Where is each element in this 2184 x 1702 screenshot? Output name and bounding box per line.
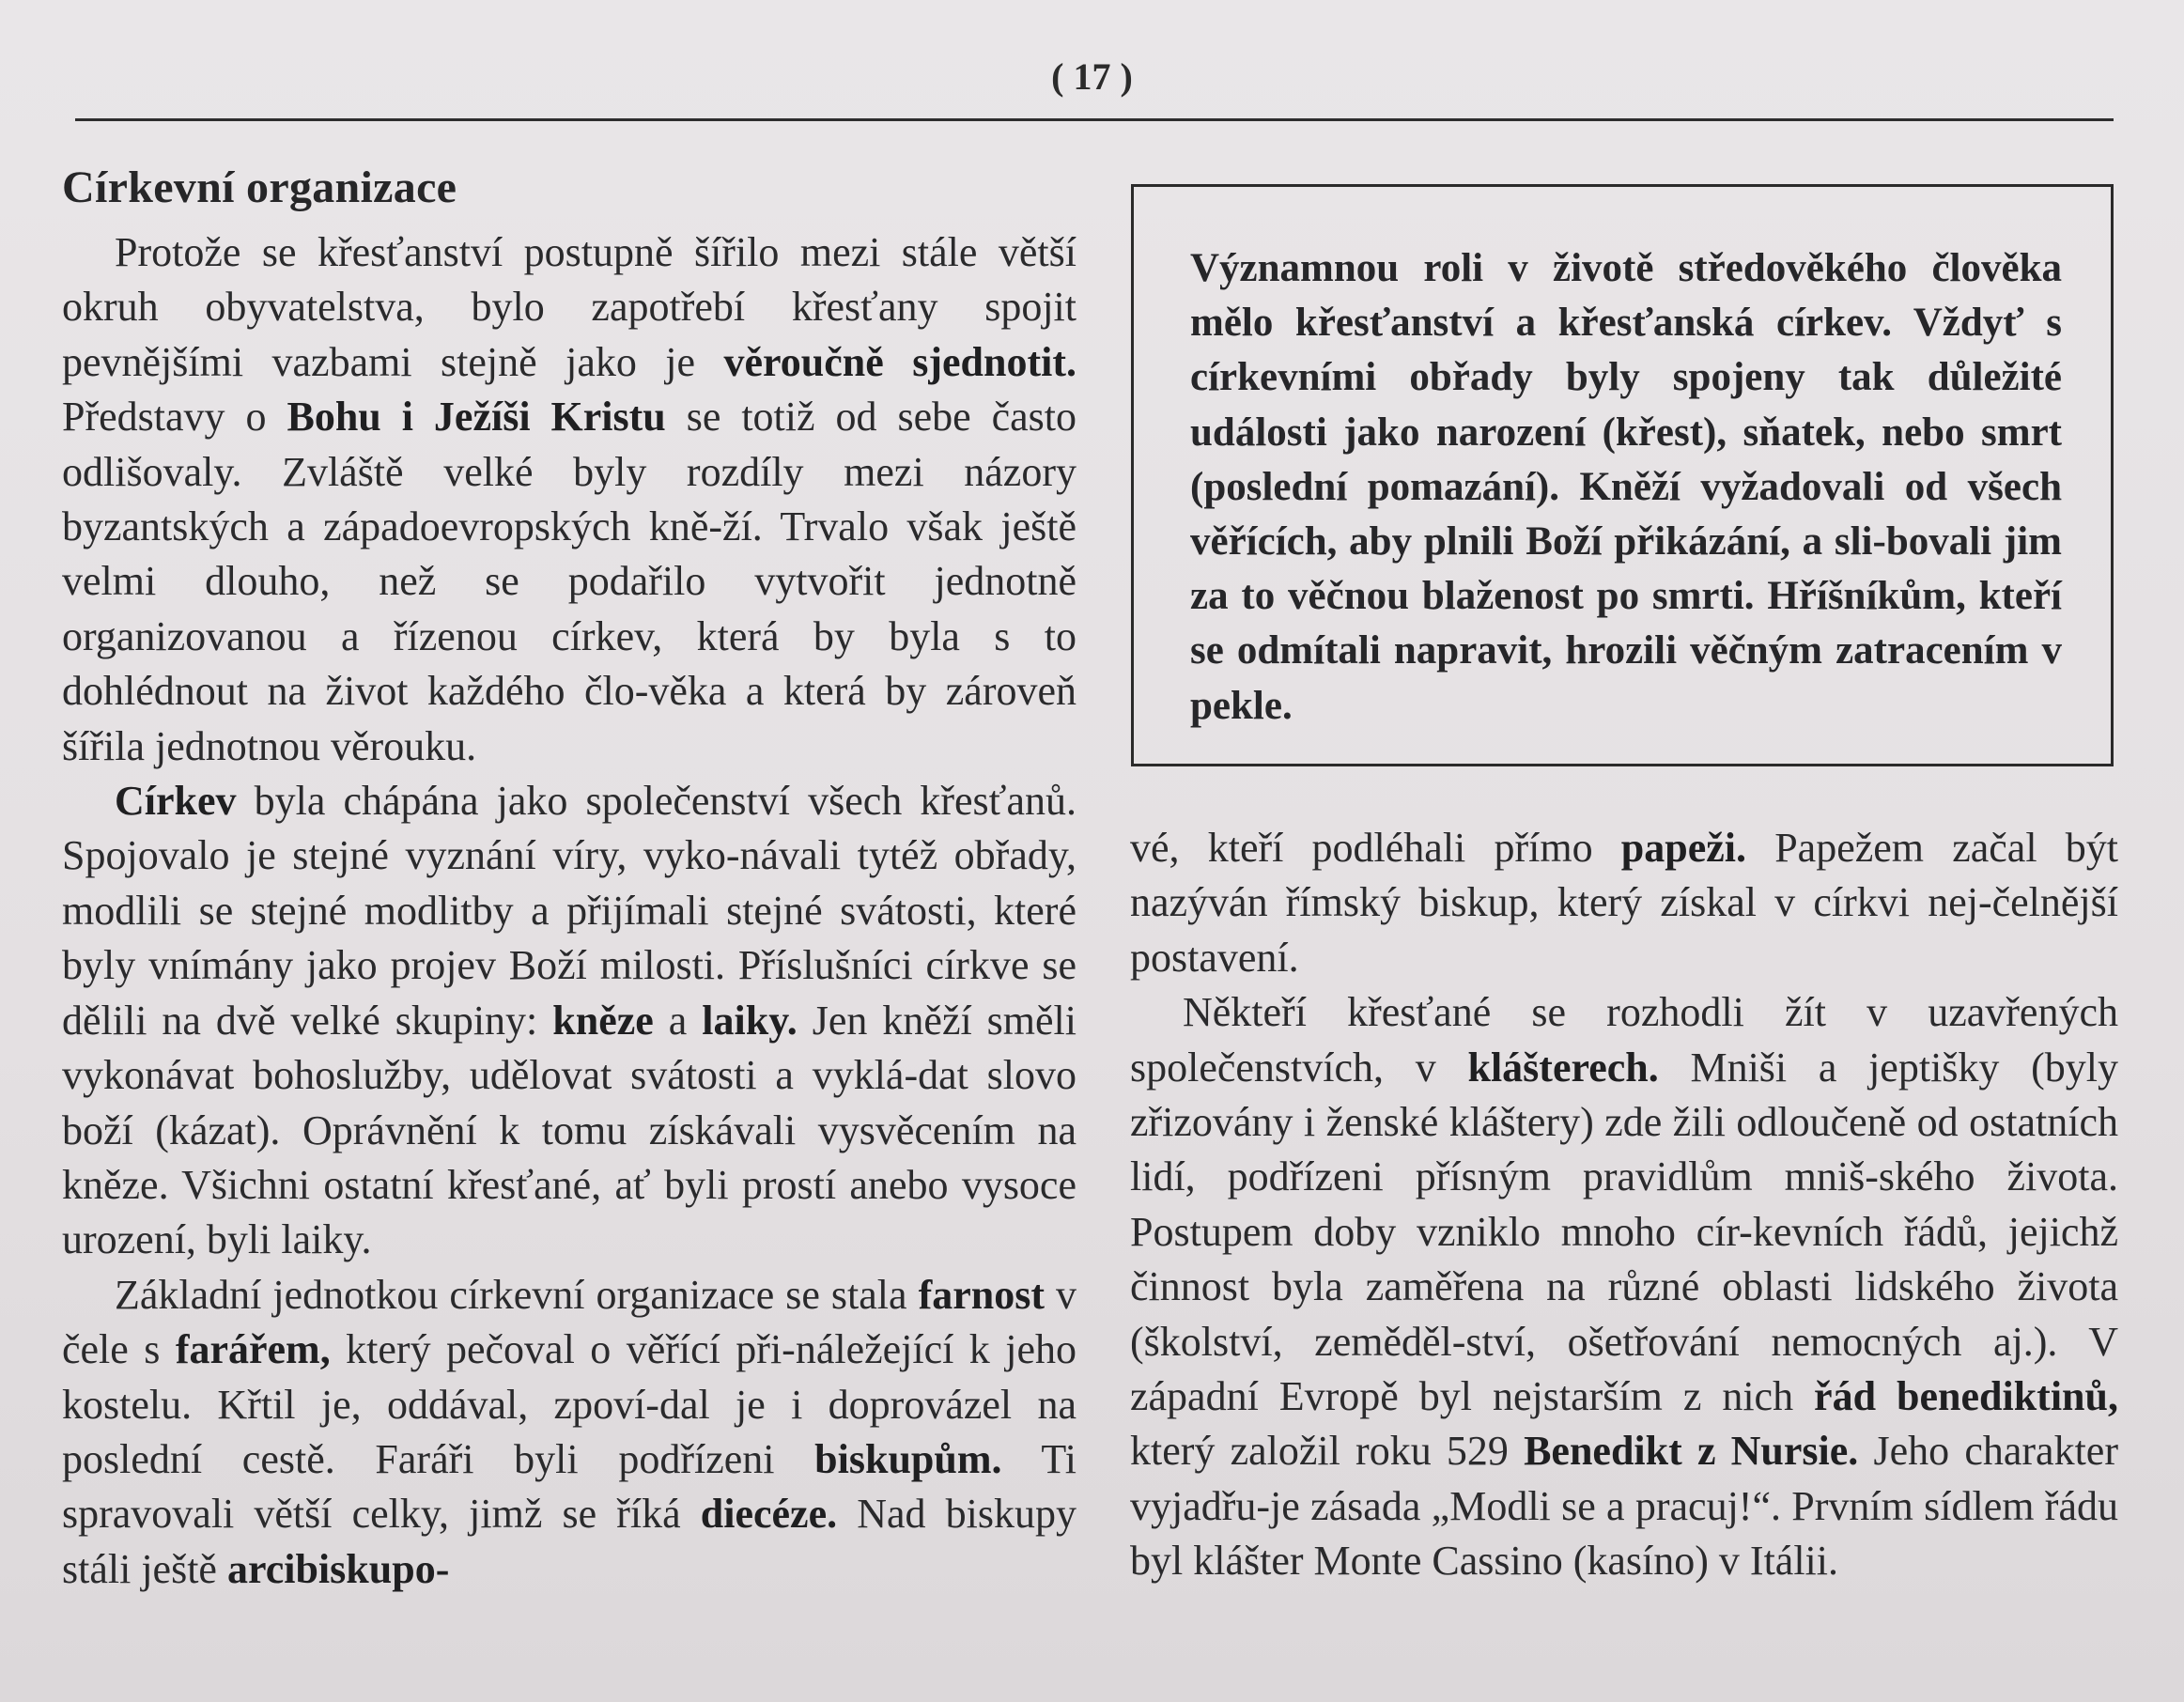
- bold-term: diecéze.: [700, 1491, 838, 1538]
- bold-term: věroučně sjednotit.: [723, 338, 1077, 385]
- text-run: který založil roku 529: [1130, 1428, 1525, 1475]
- right-column: [1130, 821, 2118, 1589]
- paragraph: [62, 1268, 1077, 1597]
- paragraph: [62, 225, 1077, 774]
- paragraph: [1130, 985, 2118, 1588]
- bold-term: klášterech.: [1467, 1044, 1659, 1091]
- text-run: v čele s: [62, 1271, 1077, 1373]
- info-box: [1131, 184, 2114, 766]
- bold-term: Církev: [115, 778, 237, 825]
- text-run: Mniši a jeptišky (byly zřizovány i ženské kláštery) zde žili odloučeně od ostatních lidí, podřízeni přísným pravidlům mniš-ského života. Postupem doby vzniklo mnoho cír-kevních řádů, jejichž činnost byla zaměřena na různé oblasti lidského života (školství, zeměděl-ství, ošetřování nemocných aj.). V západní Evropě byl nejstarším z nich: [1130, 1044, 2118, 1420]
- text-run: Představy o: [62, 394, 287, 441]
- bold-term: farnost: [918, 1271, 1045, 1318]
- bold-term: řád benediktinů,: [1814, 1373, 2118, 1420]
- bold-term: Bohu i Ježíši Kristu: [287, 394, 666, 441]
- text-run: Nad biskupy stáli ještě: [62, 1491, 1077, 1592]
- paragraph: [1130, 821, 2118, 985]
- section-heading: Církevní organizace: [62, 162, 457, 212]
- text-run: Protože se křesťanství postupně šířilo mezi stále větší okruh obyvatelstva, bylo zapotřebí křesťany spojit pevnějšími vazbami stejně jako je: [62, 229, 1077, 385]
- left-column-text: [62, 225, 1077, 1597]
- text-run: Ti spravovali větší celky, jimž se říká: [62, 1435, 1077, 1538]
- text-run: Jen kněží směli vykonávat bohoslužby, udělovat svátosti a vyklá-dat slovo boží (kázat). Oprávnění k tomu získávali vysvěcením na kněze. Všichni ostatní křesťané, ať byli prostí anebo vysoce urození, byli laiky.: [62, 997, 1077, 1263]
- bold-term: laiky.: [702, 997, 798, 1044]
- info-box-text: [1190, 241, 2062, 734]
- page-number: ( 17 ): [1051, 55, 1133, 98]
- text-run: vé, kteří podléhali přímo: [1130, 825, 1621, 871]
- right-column-text: [1130, 821, 2118, 1589]
- bold-term: papeži.: [1620, 825, 1747, 871]
- bold-term: Benedikt z Nursie.: [1524, 1428, 1859, 1475]
- bold-term: biskupům.: [814, 1435, 1002, 1482]
- paragraph: [62, 774, 1077, 1268]
- bold-term: kněze: [552, 997, 654, 1044]
- bold-term: farářem,: [175, 1326, 331, 1373]
- text-run: Papežem začal být nazýván římský biskup, který získal v církvi nej-čelnější postavení.: [1130, 825, 2118, 981]
- header-rule: [75, 118, 2114, 121]
- text-run: a: [653, 997, 703, 1044]
- text-run: Jeho charakter vyjadřu-je zásada „Modli se a pracuj!“. Prvním sídlem řádu byl klášter Monte Cassino (kasíno) v Itálii.: [1130, 1428, 2118, 1585]
- bold-term: arcibiskupo-: [226, 1545, 450, 1592]
- text-run: Někteří křesťané se rozhodli žít v uzavřených společenstvích, v: [1130, 989, 2118, 1091]
- text-run: který pečoval o věřící při-náležející k jeho kostelu. Křtil je, oddával, zpoví-dal je i doprovázel na poslední cestě. Faráři byli podřízeni: [62, 1326, 1077, 1482]
- text-run: byla chápána jako společenství všech křesťanů. Spojovalo je stejné vyznání víry, vyko-návali tytéž obřady, modlili se stejné modlitby a přijímali stejné svátosti, které byly vnímány jako projev Boží milosti. Příslušníci církve se dělili na dvě velké skupiny:: [62, 778, 1077, 1044]
- left-column: [62, 158, 1077, 1597]
- info-box-paragraph: Významnou roli v životě středověkého člověka mělo křesťanství a křesťanská církev. Vždyť s církevními obřady byly spojeny tak důležité události jako narození (křest), sňatek, nebo smrt (poslední pomazání). Kněží vyžadovali od všech věřících, aby plnili Boží přikázání, a sli-bovali jim za to věčnou blaženost po smrti. Hříšníkům, kteří se odmítali napravit, hrozili věčným zatracením v pekle.: [1190, 246, 2062, 728]
- text-run: Základní jednotkou církevní organizace se stala: [115, 1271, 919, 1318]
- text-run: se totiž od sebe často odlišovaly. Zvláště velké byly rozdíly mezi názory byzantských a západoevropských kně-ží. Trvalo však ještě velmi dlouho, než se podařilo vytvořit jednotně organizovanou a řízenou církev, která by byla s to dohlédnout na život každého člo-věka a která by zároveň šířila jednotnou věrouku.: [62, 394, 1077, 769]
